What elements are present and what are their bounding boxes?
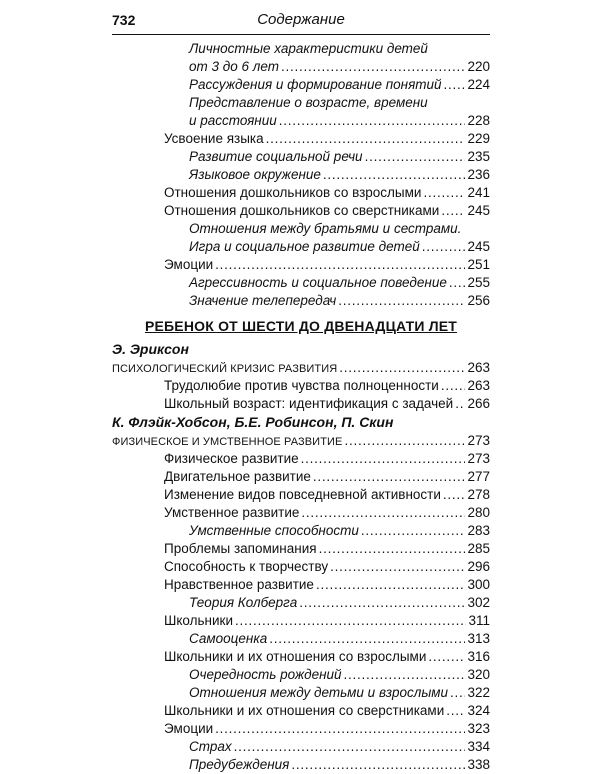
- toc-entry-title: Способность к творчеству: [164, 559, 329, 574]
- toc-entry-title: Теория Колберга: [189, 595, 298, 610]
- toc-entry-page: 220: [467, 59, 490, 74]
- author-name: Э. Эриксон: [112, 341, 189, 357]
- toc-entry[interactable]: [112, 738, 490, 756]
- toc-entry-title: Рассуждения и формирование понятий: [189, 77, 442, 92]
- toc-entry-title: Отношения дошкольников со взрослыми: [164, 185, 422, 200]
- toc-entry[interactable]: [112, 238, 490, 256]
- toc-entry[interactable]: [112, 684, 490, 702]
- dot-leader: [316, 576, 466, 594]
- toc-entry-page: 263: [467, 360, 490, 375]
- toc-entry-page: 266: [467, 396, 490, 411]
- toc-entry-page: 322: [467, 685, 490, 700]
- dot-leader: [344, 666, 466, 684]
- dot-leader: [279, 112, 466, 130]
- toc-entry-title: Игра и социальное развитие детей: [189, 239, 420, 254]
- toc-entry-title: Усвоение языка: [164, 131, 264, 146]
- toc-entry-page: 316: [467, 649, 490, 664]
- toc-entry[interactable]: [112, 220, 490, 238]
- toc-entry-page: 285: [467, 541, 490, 556]
- toc-entry[interactable]: [112, 468, 490, 486]
- dot-leader: [319, 540, 466, 558]
- toc-entry-page: 255: [467, 275, 490, 290]
- toc-entry-title: ПСИХОЛОГИЧЕСКИЙ КРИЗИС РАЗВИТИЯ: [112, 363, 338, 375]
- dot-leader: [235, 612, 466, 630]
- toc-entry-title: Предубеждения: [189, 757, 290, 772]
- toc-entry-page: 320: [467, 667, 490, 682]
- toc-entry-title: Школьники и их отношения со взрослыми: [164, 649, 427, 664]
- toc-entry-page: 273: [467, 433, 490, 448]
- toc-entry[interactable]: [112, 166, 490, 184]
- toc-entry[interactable]: [112, 432, 490, 450]
- dot-leader: [215, 256, 465, 274]
- page-header: [112, 8, 490, 35]
- toc-entry-page: 229: [467, 131, 490, 146]
- toc-entry[interactable]: [112, 395, 490, 413]
- toc-entry[interactable]: [112, 756, 490, 774]
- dot-leader: [338, 292, 465, 310]
- toc-entry-page: 236: [467, 167, 490, 182]
- toc-entry[interactable]: [112, 130, 490, 148]
- toc-entry-title: Страх: [189, 739, 232, 754]
- toc-entry-title: Отношения между детьми и взрослыми: [189, 685, 449, 700]
- toc-entry-title: Умственные способности: [189, 523, 359, 538]
- dot-leader: [450, 684, 465, 702]
- dot-leader: [423, 184, 465, 202]
- dot-leader: [361, 522, 466, 540]
- page-number: 732: [112, 12, 136, 28]
- toc-entry-page: 245: [467, 203, 490, 218]
- toc-entry[interactable]: [112, 94, 490, 112]
- dot-leader: [449, 274, 466, 292]
- toc-entry[interactable]: [112, 377, 490, 395]
- toc-entry[interactable]: [112, 292, 490, 310]
- toc-entry-title: Школьники: [164, 613, 233, 628]
- toc-entry-title: Представление о возрасте, времени: [189, 95, 428, 110]
- dot-leader: [330, 558, 465, 576]
- toc-entry-page: 228: [467, 113, 490, 128]
- toc-entry-title: Двигательное развитие: [164, 469, 311, 484]
- toc-entry[interactable]: [112, 76, 490, 94]
- toc-entry-title: Агрессивность и социальное поведение: [189, 275, 447, 290]
- dot-leader: [313, 468, 466, 486]
- dot-leader: [339, 359, 465, 377]
- dot-leader: [266, 130, 466, 148]
- toc-entry-page: 296: [467, 559, 490, 574]
- dot-leader: [344, 432, 465, 450]
- toc-entry-page: 311: [468, 613, 490, 628]
- toc-entry-title: Проблемы запоминания: [164, 541, 317, 556]
- toc-entry-page: 256: [467, 293, 490, 308]
- dot-leader: [301, 450, 466, 468]
- dot-leader: [281, 58, 466, 76]
- toc-entry[interactable]: [112, 666, 490, 684]
- toc-entry-title: Физическое развитие: [164, 451, 299, 466]
- toc-entry[interactable]: [112, 184, 490, 202]
- toc-entry-page: 313: [467, 631, 490, 646]
- toc-entry-page: 300: [467, 577, 490, 592]
- toc-entry-title: Изменение видов повседневной активности: [164, 487, 441, 502]
- toc-entry[interactable]: [112, 630, 490, 648]
- section-title: РЕБЕНОК ОТ ШЕСТИ ДО ДВЕНАДЦАТИ ЛЕТ: [144, 318, 458, 334]
- toc-entry[interactable]: [112, 202, 490, 220]
- dot-leader: [443, 486, 466, 504]
- dot-leader: [422, 238, 466, 256]
- dot-leader: [441, 377, 466, 395]
- toc-entry-title: Языковое окружение: [189, 167, 321, 182]
- toc-entry-page: 241: [467, 185, 490, 200]
- toc-entry-title: Умственное развитие: [164, 505, 300, 520]
- toc-entry-title: Эмоции: [164, 257, 214, 272]
- toc-entry-title: Отношения дошкольников со сверстниками: [164, 203, 440, 218]
- toc-entry-title: Эмоции: [164, 721, 214, 736]
- toc-entry-page: 334: [467, 739, 490, 754]
- dot-leader: [234, 738, 466, 756]
- running-title: Содержание: [257, 11, 345, 28]
- toc-entry[interactable]: [112, 612, 490, 630]
- dot-leader: [444, 76, 466, 94]
- toc-entry-page: 277: [467, 469, 490, 484]
- toc-entry-page: 251: [467, 257, 490, 272]
- toc-entry[interactable]: [112, 720, 490, 738]
- toc-entry[interactable]: [112, 540, 490, 558]
- toc-entry-title: и расстоянии: [189, 113, 277, 128]
- toc-entry[interactable]: [112, 594, 490, 612]
- dot-leader: [299, 594, 465, 612]
- toc-entry-page: 283: [467, 523, 490, 538]
- dot-leader: [455, 395, 465, 413]
- toc-entry-page: 224: [467, 77, 490, 92]
- toc-entry[interactable]: [112, 702, 490, 720]
- toc-entry[interactable]: [112, 576, 490, 594]
- toc-entry-page: 338: [467, 757, 490, 772]
- toc-entry[interactable]: [112, 256, 490, 274]
- dot-leader: [428, 648, 465, 666]
- toc-entry[interactable]: [112, 112, 490, 130]
- table-of-contents: [112, 40, 490, 774]
- toc-entry-title: Школьный возраст: идентификация с задачей: [164, 396, 454, 411]
- toc-entry-page: 278: [467, 487, 490, 502]
- toc-entry[interactable]: [112, 522, 490, 540]
- dot-leader: [269, 630, 465, 648]
- toc-entry-title: Очередность рождений: [189, 667, 342, 682]
- toc-entry-page: 245: [467, 239, 490, 254]
- toc-entry-title: Развитие социальной речи: [189, 149, 363, 164]
- dot-leader: [215, 720, 465, 738]
- toc-entry-title: Отношения между братьями и сестрами.: [189, 221, 462, 236]
- toc-entry-page: 280: [467, 505, 490, 520]
- toc-entry-title: Личностные характеристики детей: [189, 41, 428, 56]
- dot-leader: [441, 202, 465, 220]
- toc-entry-page: 324: [467, 703, 490, 718]
- toc-entry[interactable]: [112, 359, 490, 377]
- toc-entry[interactable]: [112, 450, 490, 468]
- toc-entry[interactable]: [112, 40, 490, 58]
- toc-entry-title: Школьники и их отношения со сверстниками: [164, 703, 445, 718]
- dot-leader: [365, 148, 466, 166]
- toc-entry[interactable]: [112, 648, 490, 666]
- toc-entry-title: от 3 до 6 лет: [189, 59, 279, 74]
- toc-entry-title: Трудолюбие против чувства полноценности: [164, 378, 439, 393]
- dot-leader: [323, 166, 466, 184]
- author-name: К. Флэйк-Хобсон, Б.Е. Робинсон, П. Скин: [112, 414, 394, 430]
- toc-entry-title: ФИЗИЧЕСКОЕ И УМСТВЕННОЕ РАЗВИТИЕ: [112, 436, 343, 448]
- dot-leader: [291, 756, 465, 774]
- toc-entry[interactable]: [112, 148, 490, 166]
- toc-entry-title: Нравственное развитие: [164, 577, 314, 592]
- toc-entry-page: 302: [467, 595, 490, 610]
- dot-leader: [301, 504, 465, 522]
- toc-entry[interactable]: [112, 504, 490, 522]
- toc-entry-title: Значение телепередач: [189, 293, 337, 308]
- toc-entry-page: 323: [467, 721, 490, 736]
- toc-entry-page: 235: [467, 149, 490, 164]
- toc-entry[interactable]: [112, 558, 490, 576]
- toc-entry[interactable]: [112, 486, 490, 504]
- toc-entry-page: 263: [467, 378, 490, 393]
- toc-entry-title: Самооценка: [189, 631, 268, 646]
- toc-entry[interactable]: [112, 274, 490, 292]
- toc-entry-page: 273: [467, 451, 490, 466]
- dot-leader: [446, 702, 465, 720]
- toc-entry[interactable]: [112, 58, 490, 76]
